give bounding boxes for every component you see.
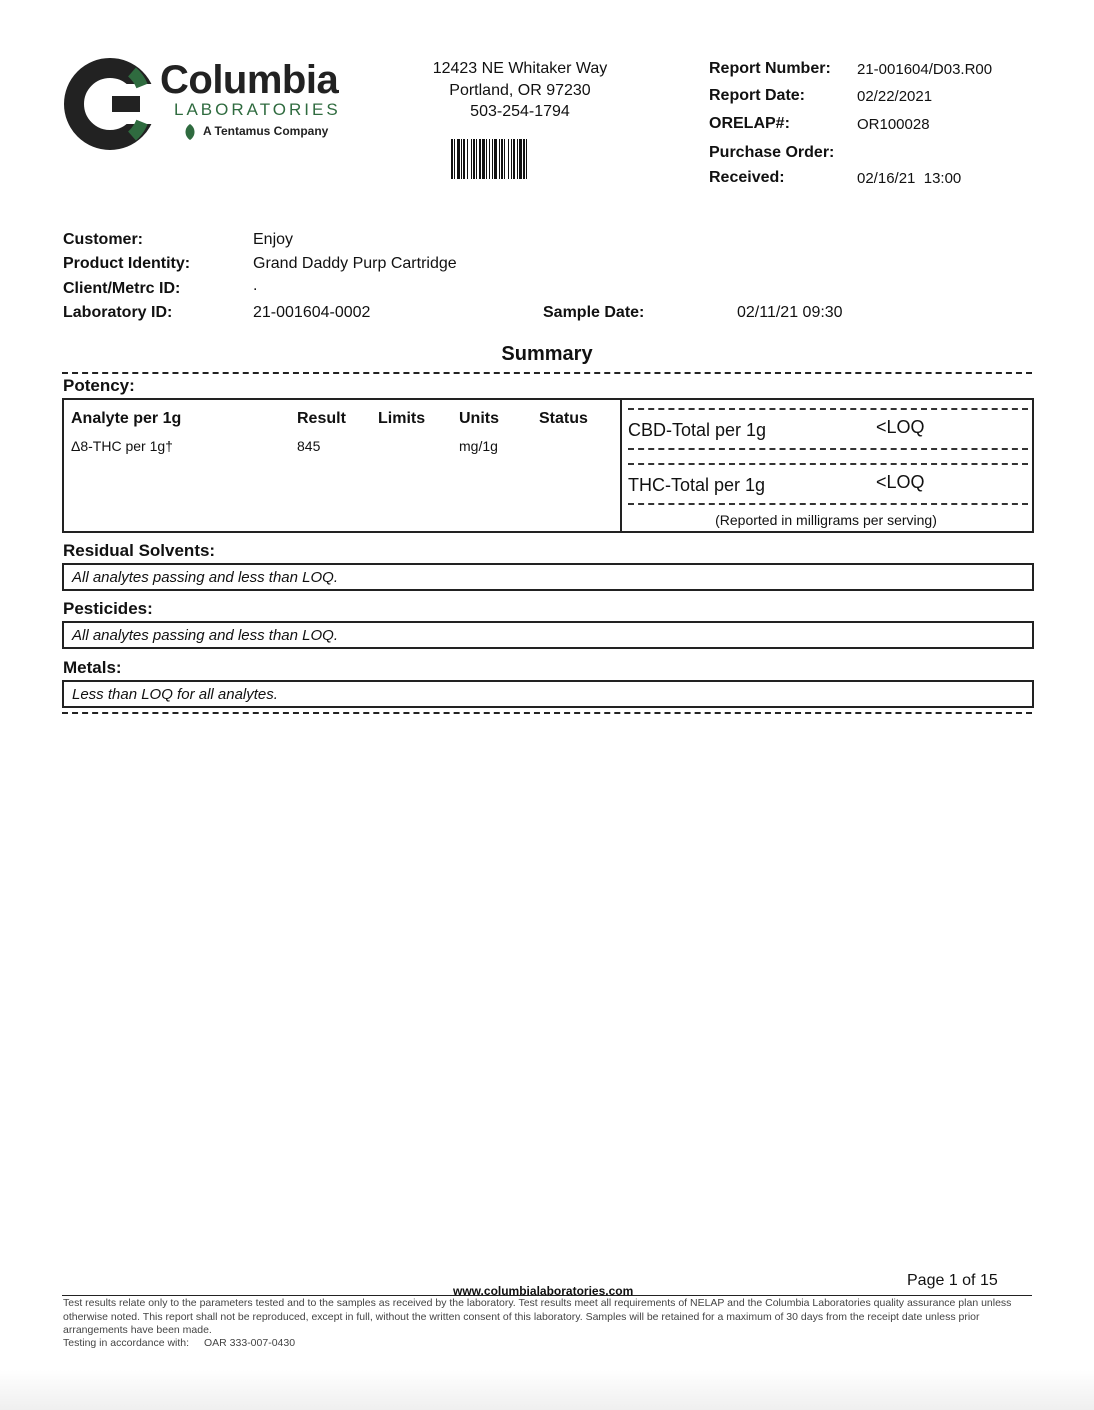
lab-name: Columbia (160, 58, 339, 102)
purchase-order-label: Purchase Order: (709, 144, 835, 161)
pesticides-text: All analytes passing and less than LOQ. (72, 627, 338, 644)
residual-solvents-text: All analytes passing and less than LOQ. (72, 569, 338, 586)
potency-header-units: Units (459, 410, 499, 427)
metals-text: Less than LOQ for all analytes. (72, 686, 278, 703)
laboratory-id-label: Laboratory ID: (63, 304, 173, 321)
summary-bottom-divider (62, 712, 1032, 714)
barcode-bar (471, 139, 472, 179)
lab-tagline: A Tentamus Company (203, 124, 329, 138)
barcode-bar (494, 139, 497, 179)
potency-title: Potency: (63, 376, 135, 395)
laboratory-id-value: 21-001604-0002 (253, 304, 371, 321)
metals-box (62, 680, 1034, 708)
pesticides-title: Pesticides: (63, 599, 153, 618)
thc-total-value: <LOQ (876, 472, 925, 492)
barcode-bar (508, 139, 509, 179)
totals-note: (Reported in milligrams per serving) (715, 512, 937, 528)
barcode-bar (511, 139, 512, 179)
client-metrc-value: . (253, 277, 258, 294)
sample-date-value: 02/11/21 09:30 (737, 304, 843, 321)
barcode-bar (489, 139, 490, 179)
potency-header-limits: Limits (378, 410, 426, 427)
barcode-bar (499, 139, 500, 179)
barcode-bar (526, 139, 527, 179)
footer-testing-value: OAR 333-007-0430 (204, 1337, 296, 1349)
address-city: Portland, OR 97230 (449, 82, 591, 99)
barcode-bar (482, 139, 485, 179)
orelap-label: ORELAP#: (709, 115, 790, 132)
barcode-bar (463, 139, 465, 179)
address-phone: 503-254-1794 (470, 103, 570, 120)
cbd-total-value: <LOQ (876, 417, 925, 437)
received-label: Received: (709, 169, 785, 186)
potency-row-analyte: Δ8-THC per 1g† (71, 438, 173, 454)
potency-header-analyte: Analyte per 1g (71, 410, 182, 427)
barcode-bar (492, 139, 493, 179)
barcode-bar (519, 139, 522, 179)
residual-solvents-box (62, 563, 1034, 591)
tentamus-leaf-icon (180, 122, 200, 142)
barcode-bar (476, 139, 477, 179)
report-number: 21-001604/D03.R00 (857, 61, 993, 78)
totals-divider (628, 408, 1028, 410)
page-number: Page 1 of 15 (907, 1272, 998, 1289)
barcode-bar (451, 139, 453, 179)
barcode-bar (467, 139, 468, 179)
summary-title: Summary (501, 343, 593, 365)
orelap-number: OR100028 (857, 116, 930, 133)
barcode-bar (523, 139, 525, 179)
barcode-bar (461, 139, 462, 179)
barcode-bar (479, 139, 481, 179)
potency-box (62, 398, 1034, 533)
barcode-bar (517, 139, 518, 179)
columbia-c-icon (62, 54, 162, 154)
totals-divider (628, 463, 1028, 465)
thc-total-label: THC-Total per 1g (628, 475, 766, 495)
footer-disclaimer: Test results relate only to the parameters tested and to the samples as received by the laboratory. Test results meet all requirements of NELAP and the Columbia Laboratories quality assurance plan unless otherwise noted. This report shall not be reproduced, except in full, without the written consent of this laboratory. Samples will be retained for a maximum of 30 days from the receipt date unless prior arrangements have been made. (63, 1297, 1012, 1336)
address-street: 12423 NE Whitaker Way (432, 60, 608, 77)
potency-header-result: Result (297, 410, 346, 427)
footer-testing-label: Testing in accordance with: (63, 1337, 190, 1349)
lab-subname: LABORATORIES (174, 100, 341, 119)
website-link[interactable]: www.columbialaboratories.com (453, 1284, 634, 1298)
sample-date-label: Sample Date: (543, 304, 645, 321)
cbd-total-label: CBD-Total per 1g (628, 420, 767, 440)
barcode-bar (501, 139, 503, 179)
lab-logo (62, 54, 352, 154)
customer-value: Enjoy (253, 231, 294, 248)
report-number-label: Report Number: (709, 60, 831, 77)
customer-label: Customer: (63, 231, 144, 248)
footer-testing (63, 1337, 295, 1351)
metals-title: Metals: (63, 658, 122, 677)
report-date-label: Report Date: (709, 87, 806, 104)
barcode-bar (454, 139, 455, 179)
client-metrc-label: Client/Metrc ID: (63, 280, 181, 297)
potency-totals-panel (620, 400, 1034, 531)
received-date: 02/16/21 13:00 (857, 170, 962, 187)
potency-row-result: 845 (297, 438, 321, 454)
barcode-bar (486, 139, 487, 179)
barcode-bar (457, 139, 460, 179)
potency-header-status: Status (539, 410, 588, 427)
potency-row-units: mg/1g (459, 438, 498, 454)
barcode-bar (513, 139, 515, 179)
footer-rule (62, 1295, 1032, 1296)
summary-top-divider (62, 372, 1032, 374)
totals-divider (628, 503, 1028, 505)
pesticides-box (62, 621, 1034, 649)
product-identity-label: Product Identity: (63, 255, 191, 272)
product-identity-value: Grand Daddy Purp Cartridge (253, 255, 457, 272)
residual-solvents-title: Residual Solvents: (63, 541, 216, 560)
barcode-icon (451, 139, 575, 179)
barcode-bar (473, 139, 475, 179)
report-date: 02/22/2021 (857, 88, 933, 105)
page-bottom-shadow (0, 1370, 1094, 1410)
barcode-bar (504, 139, 505, 179)
totals-divider (628, 448, 1028, 450)
